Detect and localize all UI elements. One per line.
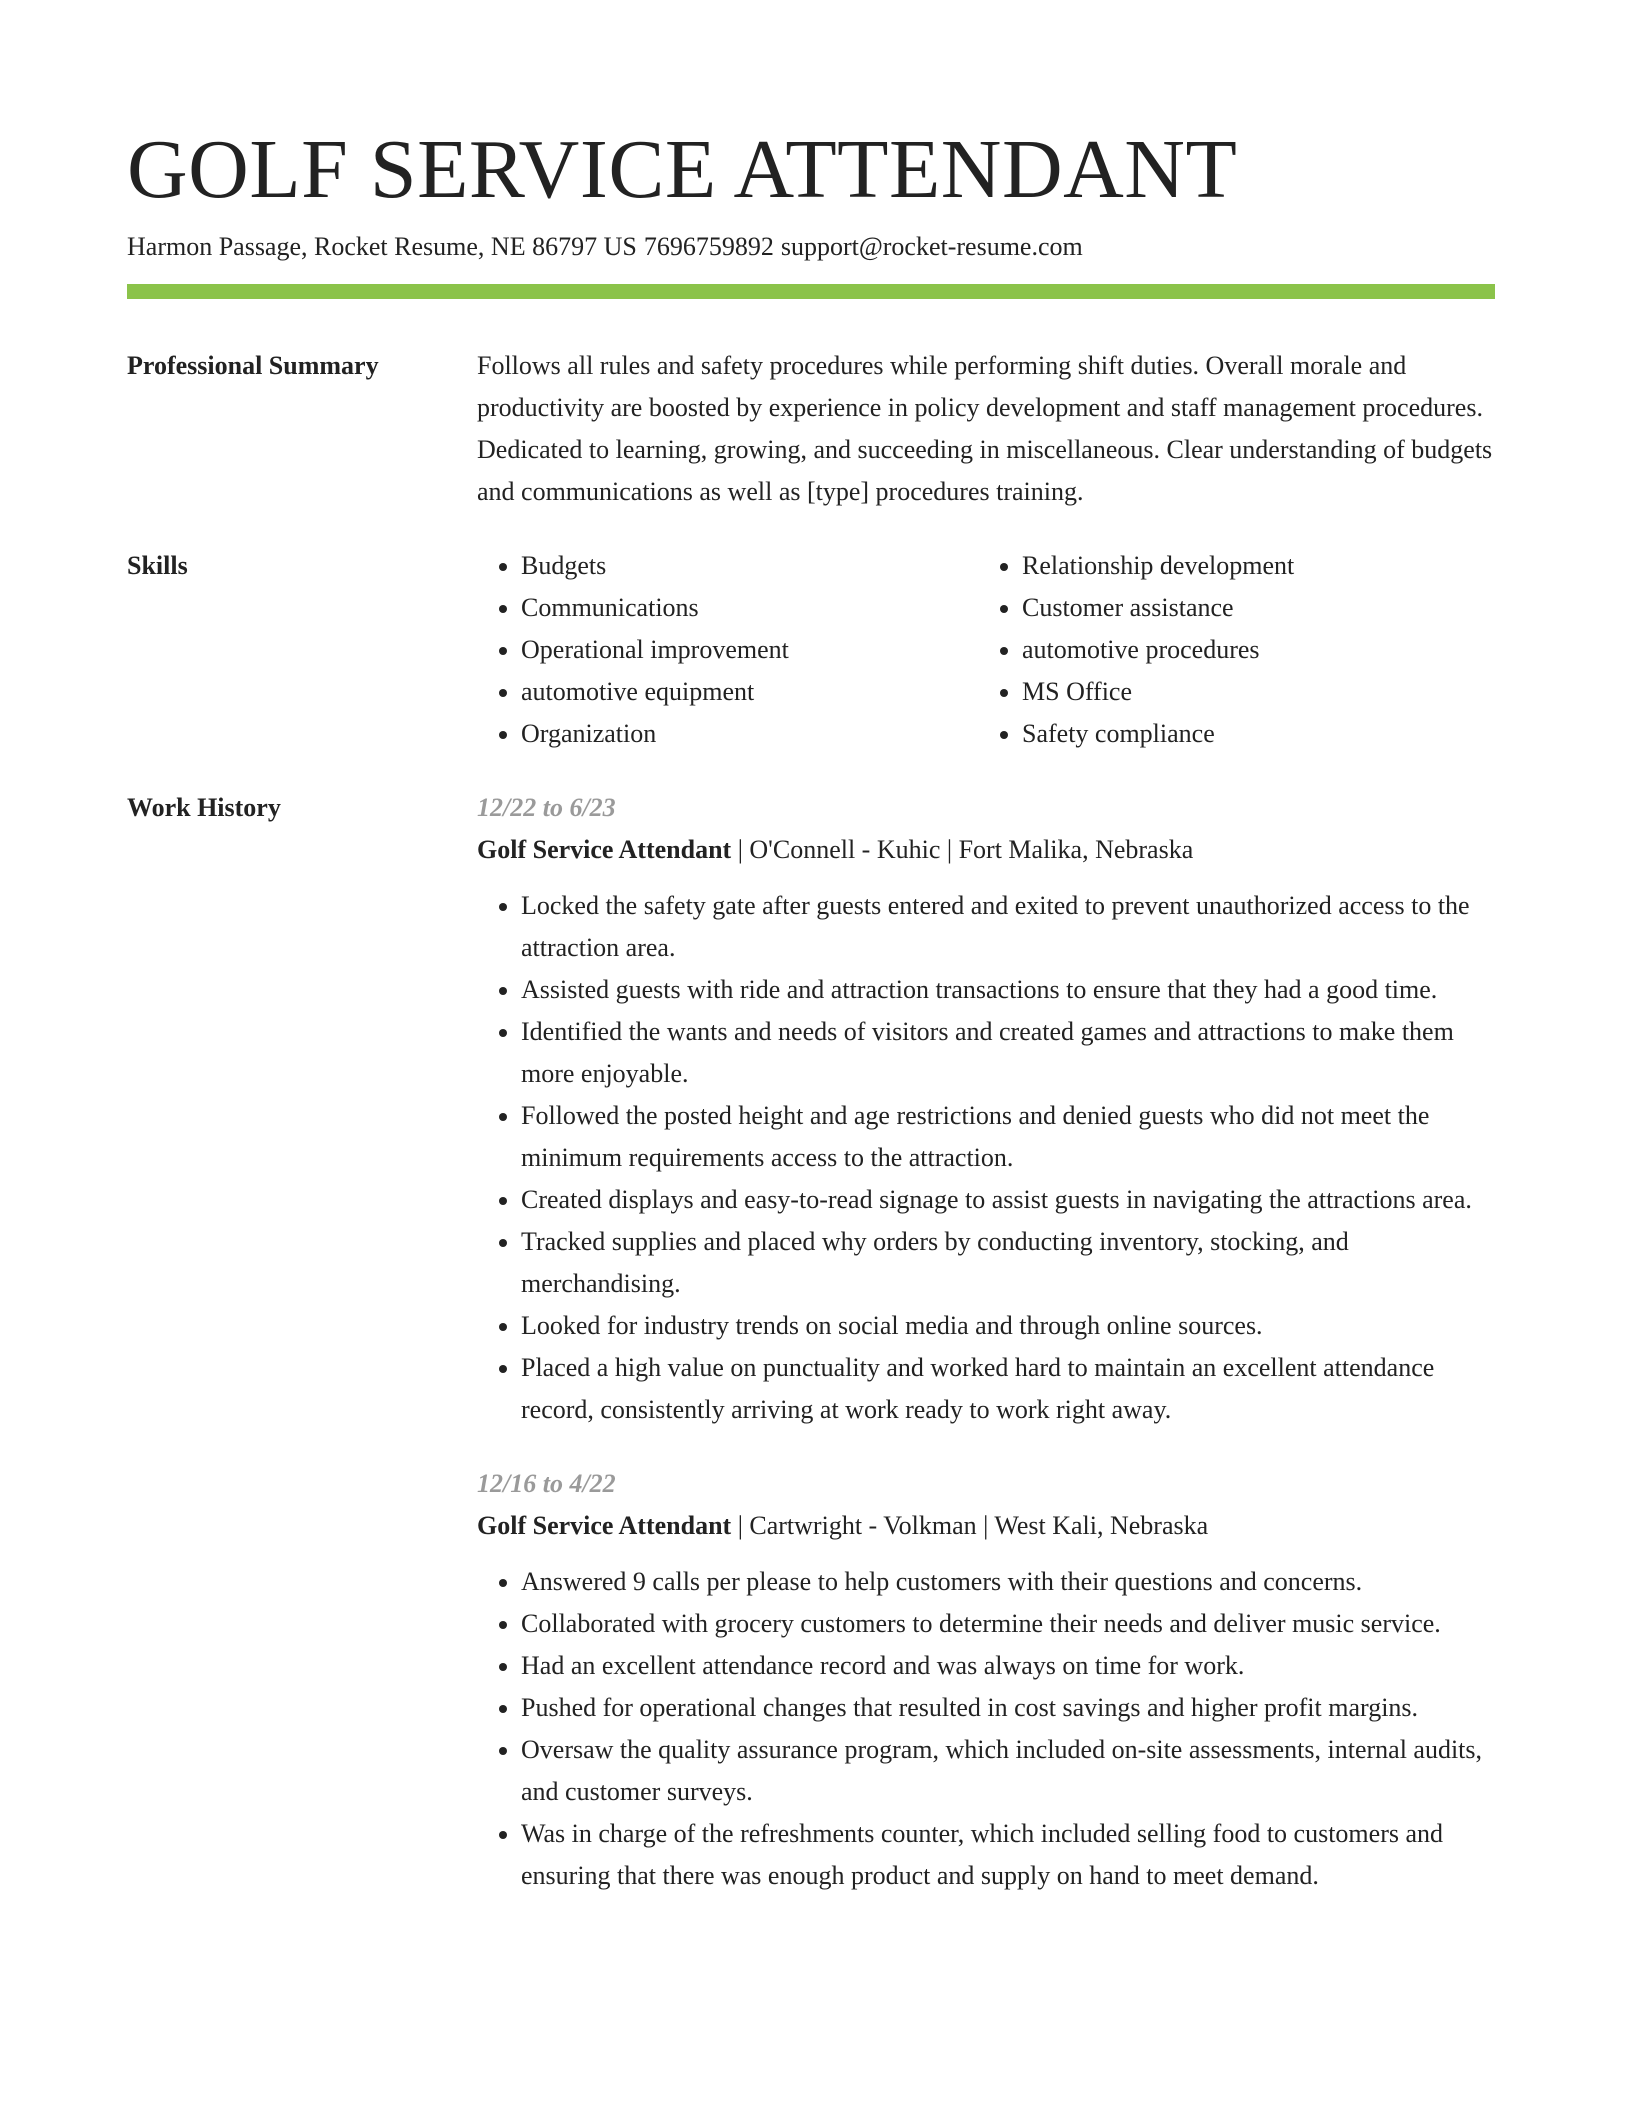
job-bullets <box>477 885 1495 1431</box>
job-bullet: • Pushed for operational changes that resulted in cost savings and higher profit margins. <box>521 1687 1495 1729</box>
job-entry <box>477 1463 1495 1897</box>
skill-item: • Relationship development <box>1022 545 1479 587</box>
job-bullet: • Assisted guests with ride and attraction transactions to ensure that they had a good time. <box>521 969 1495 1011</box>
job-bullet: • Looked for industry trends on social media and through online sources. <box>521 1305 1495 1347</box>
contact-email: support@rocket-resume.com <box>780 232 1083 261</box>
job-heading <box>477 1505 1495 1547</box>
skill-item: • Organization <box>521 713 978 755</box>
job-details: | Cartwright - Volkman | West Kali, Nebraska <box>731 1511 1209 1540</box>
skill-item: • Budgets <box>521 545 978 587</box>
job-bullet: • Answered 9 calls per please to help customers with their questions and concerns. <box>521 1561 1495 1603</box>
work-history-section <box>127 787 1495 1929</box>
header-divider <box>127 284 1495 299</box>
skills-list-right <box>978 545 1479 755</box>
job-bullet: • Created displays and easy-to-read signage to assist guests in navigating the attractions area. <box>521 1179 1495 1221</box>
job-bullet: • Had an excellent attendance record and was always on time for work. <box>521 1645 1495 1687</box>
job-bullet: • Collaborated with grocery customers to determine their needs and deliver music service. <box>521 1603 1495 1645</box>
job-entry <box>477 787 1495 1431</box>
job-role: Golf Service Attendant <box>477 1511 732 1540</box>
work-history-body <box>477 787 1495 1929</box>
candidate-name: GOLF SERVICE ATTENDANT <box>127 123 1238 216</box>
skill-item: • automotive equipment <box>521 671 978 713</box>
job-dates: 12/16 to 4/22 <box>477 1469 616 1498</box>
job-details: | O'Connell - Kuhic | Fort Malika, Nebraska <box>731 835 1194 864</box>
resume-sections <box>127 345 1495 1961</box>
skills-section <box>127 545 1495 755</box>
skills-list-left <box>477 545 978 755</box>
job-dates: 12/22 to 6/23 <box>477 793 616 822</box>
job-heading <box>477 829 1495 871</box>
work-history-title: Work History <box>127 793 281 822</box>
job-bullet: • Was in charge of the refreshments counter, which included selling food to customers and ensuring that there was enough product and supply on hand to meet demand. <box>521 1813 1495 1897</box>
job-bullet: • Identified the wants and needs of visitors and created games and attractions to make them more enjoyable. <box>521 1011 1495 1095</box>
job-bullet: • Followed the posted height and age restrictions and denied guests who did not meet the minimum requirements access to the attraction. <box>521 1095 1495 1179</box>
skills-body <box>477 545 1495 755</box>
contact-phone: 7696759892 <box>643 232 774 261</box>
skill-item: • Safety compliance <box>1022 713 1479 755</box>
job-bullet: • Locked the safety gate after guests entered and exited to prevent unauthorized access to the attraction area. <box>521 885 1495 969</box>
contact-address: Harmon Passage, Rocket Resume, NE 86797 US <box>127 232 637 261</box>
skill-item: • Customer assistance <box>1022 587 1479 629</box>
summary-title: Professional Summary <box>127 351 379 380</box>
contact-line <box>127 230 1083 264</box>
skill-item: • Operational improvement <box>521 629 978 671</box>
summary-body <box>477 345 1495 513</box>
skills-title: Skills <box>127 551 188 580</box>
summary-section <box>127 345 1495 513</box>
job-bullet: • Oversaw the quality assurance program, which included on-site assessments, internal audits, and customer surveys. <box>521 1729 1495 1813</box>
skill-item: • MS Office <box>1022 671 1479 713</box>
job-role: Golf Service Attendant <box>477 835 732 864</box>
job-bullet: • Tracked supplies and placed why orders by conducting inventory, stocking, and merchandising. <box>521 1221 1495 1305</box>
skill-item: • automotive procedures <box>1022 629 1479 671</box>
skill-item: • Communications <box>521 587 978 629</box>
summary-text: Follows all rules and safety procedures while performing shift duties. Overall morale and productivity are boosted by experience in policy development and staff management procedures. Dedicated to learning, growing, and succeeding in miscellaneous. Clear understanding of budgets and communications as well as [type] procedures training. <box>477 351 1493 506</box>
job-bullets <box>477 1561 1495 1897</box>
job-bullet: • Placed a high value on punctuality and worked hard to maintain an excellent attendance record, consistently arriving at work ready to work right away. <box>521 1347 1495 1431</box>
